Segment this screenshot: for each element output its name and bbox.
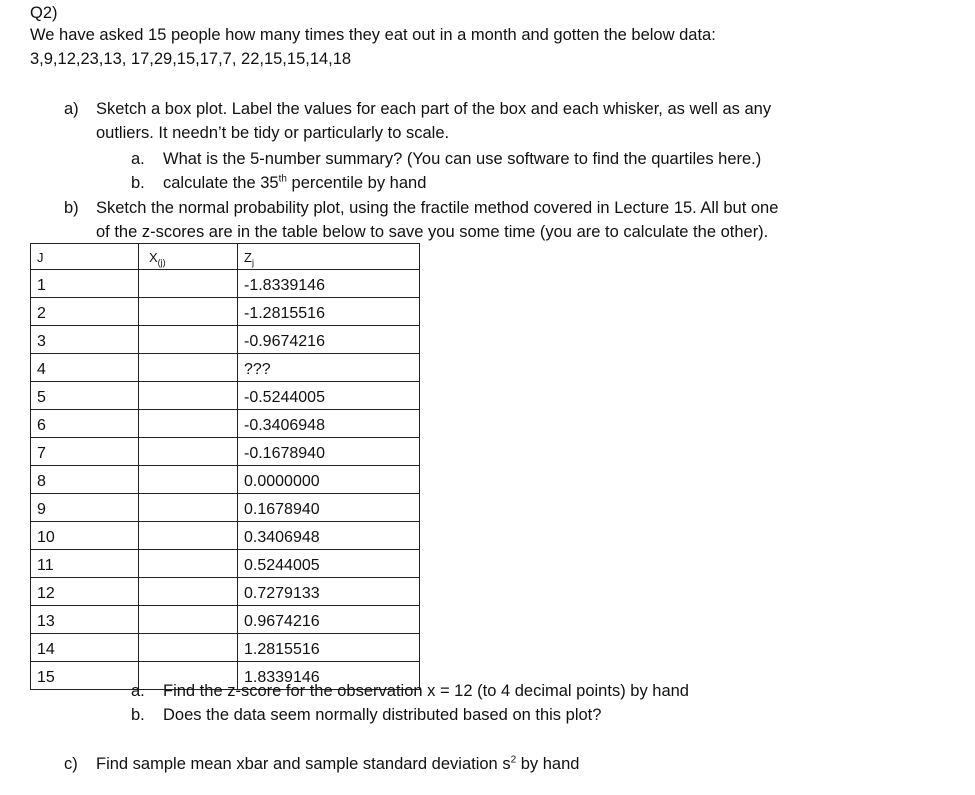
- cell-z: 1.8339146: [238, 662, 420, 690]
- part-b-line1: Sketch the normal probability plot, using the fractile method covered in Lecture 15. All but one: [96, 199, 779, 217]
- cell-z: 0.3406948: [238, 522, 420, 550]
- cell-j: 8: [31, 466, 139, 494]
- cell-x: [139, 550, 238, 578]
- cell-x: [139, 494, 238, 522]
- part-a-label: a): [64, 100, 79, 118]
- cell-x: [139, 438, 238, 466]
- part-c-label: c): [64, 755, 78, 773]
- part-b-sub-a-label: a.: [131, 682, 145, 700]
- cell-x: [139, 382, 238, 410]
- cell-x: [139, 634, 238, 662]
- cell-j: 2: [31, 298, 139, 326]
- cell-j: 12: [31, 578, 139, 606]
- cell-j: 9: [31, 494, 139, 522]
- part-b-label: b): [64, 199, 79, 217]
- header-z: $Z_j$: [238, 244, 420, 270]
- cell-z: 0.9674216: [238, 606, 420, 634]
- cell-z: ???: [238, 354, 420, 382]
- cell-x: [139, 578, 238, 606]
- header-x: $X_{(j)}$: [139, 244, 238, 270]
- part-b-sub-a-text: Find the z-score for the observation x = 12 (to 4 decimal points) by hand: [163, 682, 689, 700]
- table-row: [31, 410, 420, 438]
- table-header-row: [31, 244, 420, 270]
- question-number: Q2): [30, 4, 58, 22]
- table-row: [31, 606, 420, 634]
- cell-z: -1.8339146: [238, 270, 420, 298]
- cell-z: 0.0000000: [238, 466, 420, 494]
- cell-z: 1.2815516: [238, 634, 420, 662]
- cell-z: -0.1678940: [238, 438, 420, 466]
- table-row: [31, 354, 420, 382]
- table-row: [31, 634, 420, 662]
- part-b-sub-b-text: Does the data seem normally distributed based on this plot?: [163, 706, 602, 724]
- table-row: [31, 550, 420, 578]
- cell-x: [139, 522, 238, 550]
- part-a-line2: outliers. It needn’t be tidy or particularly to scale.: [96, 124, 450, 142]
- table-row: [31, 326, 420, 354]
- cell-j: 5: [31, 382, 139, 410]
- cell-j: 3: [31, 326, 139, 354]
- cell-z: -0.5244005: [238, 382, 420, 410]
- cell-z: -0.3406948: [238, 410, 420, 438]
- cell-z: 0.5244005: [238, 550, 420, 578]
- cell-j: 13: [31, 606, 139, 634]
- table-row: [31, 522, 420, 550]
- cell-j: 4: [31, 354, 139, 382]
- cell-j: 15: [31, 662, 139, 690]
- part-b-sub-b-label: b.: [131, 706, 145, 724]
- cell-x: [139, 410, 238, 438]
- z-score-table: [30, 243, 420, 690]
- part-a-sub-b-label: b.: [131, 174, 145, 192]
- table-row: [31, 466, 420, 494]
- cell-z: 0.7279133: [238, 578, 420, 606]
- part-a-line1: Sketch a box plot. Label the values for each part of the box and each whisker, as well as any: [96, 100, 772, 118]
- table-row: [31, 494, 420, 522]
- intro-data: 3,9,12,23,13, 17,29,15,17,7, 22,15,15,14,18: [30, 50, 352, 68]
- table-row: [31, 438, 420, 466]
- cell-j: 11: [31, 550, 139, 578]
- cell-x: [139, 606, 238, 634]
- cell-z: 0.1678940: [238, 494, 420, 522]
- part-a-sub-a-label: a.: [131, 150, 145, 168]
- table-row: [31, 382, 420, 410]
- cell-z: -0.9674216: [238, 326, 420, 354]
- cell-x: [139, 298, 238, 326]
- intro-text: We have asked 15 people how many times they eat out in a month and gotten the below data:: [30, 26, 716, 44]
- part-a-sub-b-text: calculate the 35th percentile by hand: [163, 173, 427, 192]
- cell-j: 1: [31, 270, 139, 298]
- table-row: [31, 578, 420, 606]
- part-b-line2: of the z-scores are in the table below to save you some time (you are to calculate the other).: [96, 223, 769, 241]
- cell-j: 10: [31, 522, 139, 550]
- cell-z: -1.2815516: [238, 298, 420, 326]
- cell-x: [139, 270, 238, 298]
- cell-x: [139, 326, 238, 354]
- cell-x: [139, 466, 238, 494]
- cell-j: 6: [31, 410, 139, 438]
- header-j: J: [31, 244, 139, 270]
- part-a-sub-a-text: What is the 5-number summary? (You can use software to find the quartiles here.): [163, 150, 762, 168]
- cell-j: 7: [31, 438, 139, 466]
- table-row: [31, 270, 420, 298]
- part-c-text: Find sample mean xbar and sample standard deviation $s^2$ by hand: [96, 754, 580, 773]
- cell-j: 14: [31, 634, 139, 662]
- table-row: [31, 298, 420, 326]
- cell-x: [139, 354, 238, 382]
